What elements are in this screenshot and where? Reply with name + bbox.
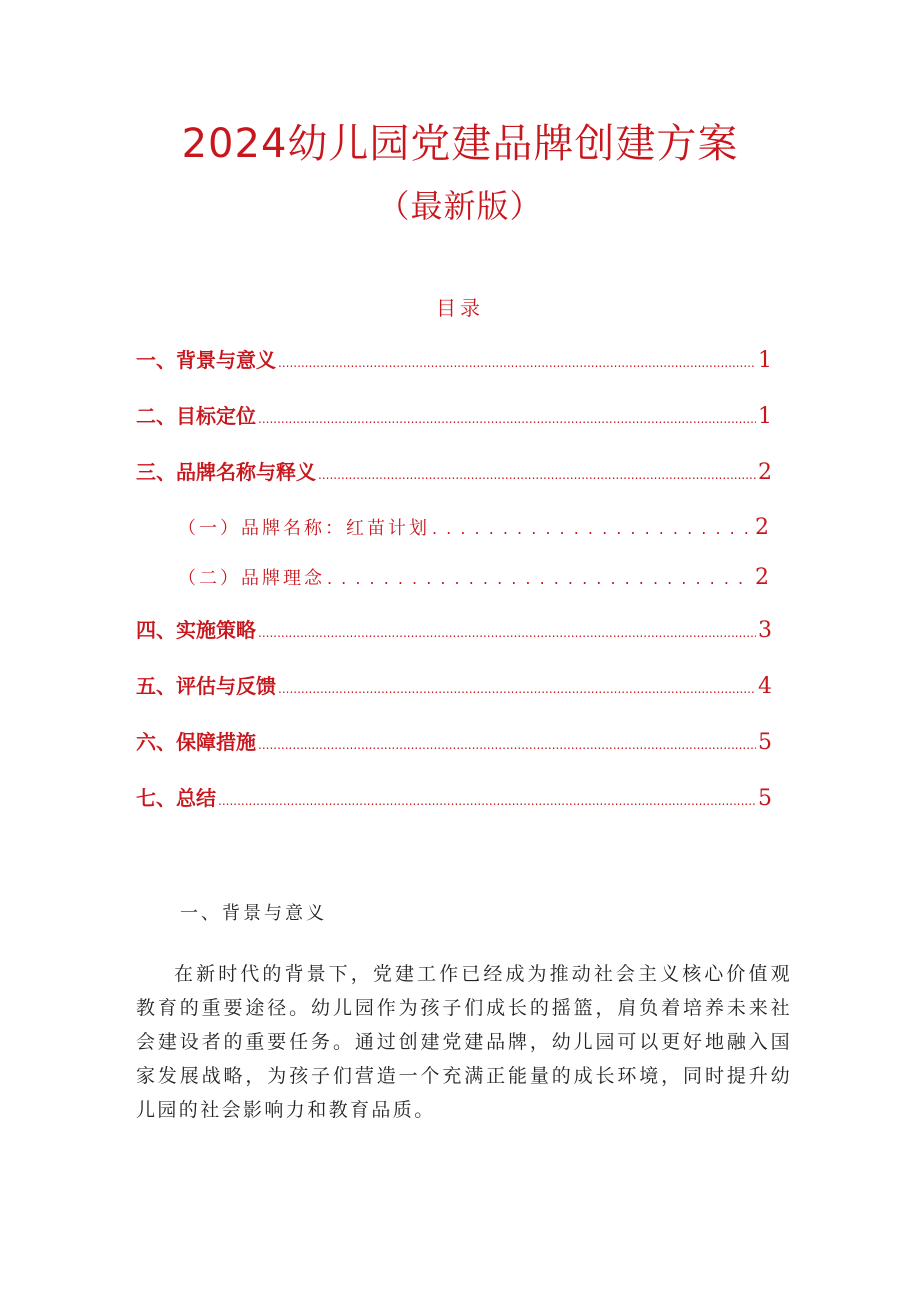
toc-subentry-brand-name[interactable] <box>178 514 772 543</box>
toc-dot-leader <box>432 515 753 543</box>
toc-entry-summary[interactable] <box>136 784 772 815</box>
toc-page-number: 5 <box>758 730 772 755</box>
toc-page-number: 2 <box>755 565 772 590</box>
toc-dot-leader <box>327 565 753 593</box>
toc-page-number: 1 <box>758 404 772 429</box>
toc-entry-strategy[interactable] <box>136 616 772 647</box>
document-title: 2024幼儿园党建品牌创建方案 <box>181 121 739 167</box>
toc-page-number: 5 <box>758 786 772 811</box>
toc-entry-label: （二）品牌理念 <box>178 568 325 589</box>
toc-entry-brand-name[interactable] <box>136 458 772 489</box>
toc-dot-leader <box>218 784 756 815</box>
toc-entry-label: 二、目标定位 <box>136 404 256 428</box>
toc-subentry-brand-philosophy[interactable] <box>178 564 772 593</box>
toc-page-number: 4 <box>758 674 772 699</box>
section-heading: 一、背景与意义 <box>180 903 327 924</box>
toc-entry-label: 一、背景与意义 <box>136 348 276 372</box>
toc-entry-label: 七、总结 <box>136 786 216 810</box>
toc-entry-safeguards[interactable] <box>136 728 772 759</box>
toc-heading: 目录 <box>436 296 484 320</box>
toc-page-number: 2 <box>758 460 772 485</box>
toc-dot-leader <box>278 672 756 703</box>
toc-entry-evaluation[interactable] <box>136 672 772 703</box>
toc-dot-leader <box>258 616 756 647</box>
toc-page-number: 1 <box>758 348 772 373</box>
toc-page-number: 2 <box>755 515 772 540</box>
toc-dot-leader <box>278 346 756 377</box>
document-subtitle: （最新版） <box>377 187 543 225</box>
body-paragraph: 在新时代的背景下，党建工作已经成为推动社会主义核心价值观教育的重要途径。幼儿园作为孩子们成长的摇篮，肩负着培养未来社会建设者的重要任务。通过创建党建品牌，幼儿园可以更好地融入国家发展战略，为孩子们营造一个充满正能量的成长环境，同时提升幼儿园的社会影响力和教育品质。 <box>136 963 792 1121</box>
toc-entry-background[interactable] <box>136 346 772 377</box>
toc-entry-goals[interactable] <box>136 402 772 433</box>
toc-entry-label: 六、保障措施 <box>136 730 256 754</box>
toc-dot-leader <box>318 458 756 489</box>
toc-entry-label: 五、评估与反馈 <box>136 674 276 698</box>
toc-page-number: 3 <box>758 618 772 643</box>
toc-dot-leader <box>258 728 756 759</box>
toc-entry-label: 三、品牌名称与释义 <box>136 460 316 484</box>
toc-entry-label: （一）品牌名称：红苗计划 <box>178 518 430 539</box>
toc-entry-label: 四、实施策略 <box>136 618 256 642</box>
toc-dot-leader <box>258 402 756 433</box>
